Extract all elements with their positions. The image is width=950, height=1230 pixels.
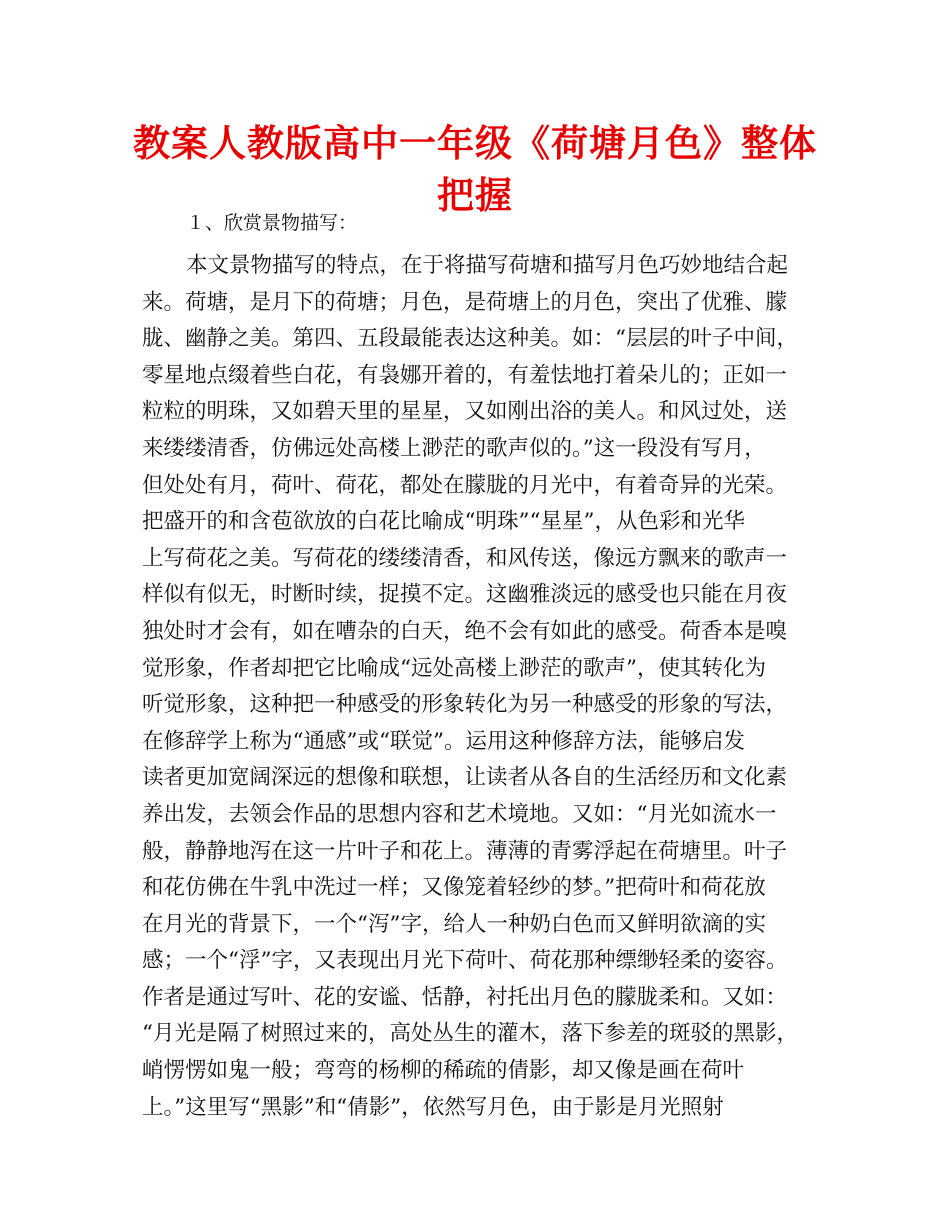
text-line: 在修辞学上称为“通感”或“联觉”。运用这种修辞方法，能够启发 — [142, 728, 745, 754]
text-line: 般，静静地泻在这一片叶子和花上。薄薄的青雾浮起在荷塘里。叶子 — [142, 838, 788, 864]
text-line: 把盛开的和含苞欲放的白花比喻成“明珠”“星星”，从色彩和光华 — [142, 509, 745, 535]
text-line: “月光是隔了树照过来的，高处丛生的灌木，落下参差的斑驳的黑影， — [142, 1021, 798, 1047]
text-line: 听觉形象，这种把一种感受的形象转化为另一种感受的形象的写法， — [142, 692, 788, 718]
text-line: 觉形象，作者却把它比喻成“远处高楼上渺茫的歌声”，使其转化为 — [142, 655, 766, 681]
text-line: 来缕缕清香，仿佛远处高楼上渺茫的歌声似的。”这一段没有写月， — [142, 435, 766, 461]
text-line: 本文景物描写的特点，在于将描写荷塘和描写月色巧妙地结合起 — [186, 253, 789, 278]
page-title: 教案人教版高中一年级《荷塘月色》整体把握 — [133, 122, 817, 217]
text-line: 和花仿佛在牛乳中洗过一样；又像笼着轻纱的梦。”把荷叶和荷花放 — [142, 875, 766, 901]
section-heading: １、欣赏景物描写： — [186, 212, 358, 234]
text-line: 在月光的背景下，一个“泻”字，给人一种奶白色而又鲜明欲滴的实 — [142, 911, 766, 937]
text-line: 上。”这里写“黑影”和“倩影”，依然写月色，由于影是月光照射 — [142, 1094, 724, 1120]
text-line: 胧、幽静之美。第四、五段最能表达这种美。如：“层层的叶子中间， — [142, 326, 798, 352]
text-line: 独处时才会有，如在嘈杂的白天，绝不会有如此的感受。荷香本是嗅 — [142, 618, 788, 644]
text-line: 感；一个“浮”字，又表现出月光下荷叶、荷花那种缥缈轻柔的姿容。 — [142, 948, 788, 974]
text-line: 粒粒的明珠，又如碧天里的星星，又如刚出浴的美人。和风过处，送 — [142, 399, 788, 425]
text-line: 上写荷花之美。写荷花的缕缕清香，和风传送，像远方飘来的歌声一 — [142, 545, 788, 571]
body-text — [142, 248, 822, 1126]
text-line: 养出发，去领会作品的思想内容和艺术境地。又如：“月光如流水一 — [142, 801, 777, 827]
text-line: 零星地点缀着些白花，有袅娜开着的，有羞怯地打着朵儿的；正如一 — [142, 362, 788, 388]
text-line: 峭愣愣如鬼一般；弯弯的杨柳的稀疏的倩影，却又像是画在荷叶 — [142, 1058, 745, 1084]
text-line: 读者更加宽阔深远的想像和联想，让读者从各自的生活经历和文化素 — [142, 765, 788, 791]
text-line: 来。荷塘，是月下的荷塘；月色，是荷塘上的月色，突出了优雅、朦 — [142, 289, 788, 315]
text-line: 样似有似无，时断时续，捉摸不定。这幽雅淡远的感受也只能在月夜 — [142, 582, 788, 608]
text-line: 但处处有月，荷叶、荷花，都处在朦胧的月光中，有着奇异的光荣。 — [142, 472, 788, 498]
text-line: 作者是通过写叶、花的安谧、恬静，衬托出月色的朦胧柔和。又如： — [142, 984, 788, 1010]
